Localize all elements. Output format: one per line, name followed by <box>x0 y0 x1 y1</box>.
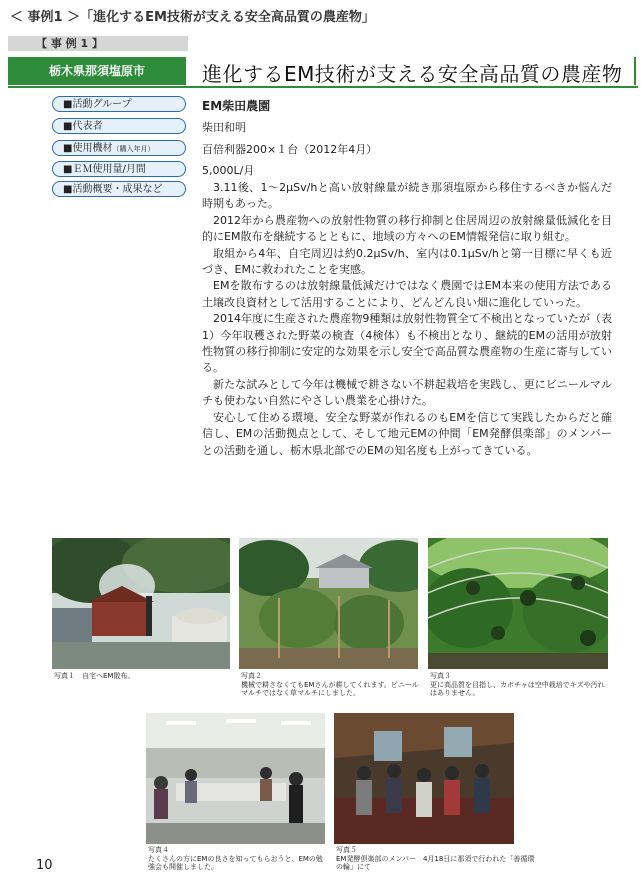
photo-1 <box>52 538 230 669</box>
photo-4-number: 写真４ <box>148 846 169 854</box>
paragraph: 2012年から農産物への放射性物質の移行抑制と住居周辺の放射線量低減化を目的にEM散布を継続するとともに、地域の方々へのEM情報発信に取り組む。 <box>202 213 612 244</box>
photo-3 <box>428 538 608 669</box>
paragraph: EMを散布するのは放射線量低減だけではなく農園ではEM本来の使用方法である土壌改良資材として活用することにより、どんどん良い畑に進化していった。 <box>202 279 612 309</box>
photo-3-text: 更に高品質を目指し、カボチャは空中栽培でキズや汚れはありません。 <box>430 680 605 697</box>
region-label: 栃木県那須塩原市 <box>8 57 186 85</box>
page-number: 10 <box>36 858 53 873</box>
main-title: 進化するEM技術が支える安全高品質の農産物 <box>202 62 623 86</box>
photo-4-text: たくさんの方にEMの良さを知ってもらおうと、EMの勉強会も開催しました。 <box>148 854 323 871</box>
paragraph: 3.11後、1～2μSv/hと高い放射線量が続き那須塩原から移住するべきか悩んだ時期もあった。 <box>202 181 612 211</box>
value-representative: 柴田和明 <box>202 121 246 134</box>
paragraph: 取組から4年、自宅周辺は約0.2μSv/h、室内は0.1μSv/hと第一目標に早くも近づき、EMに救われたことを実感。 <box>202 246 612 277</box>
paragraph: 2014年度に生産された農産物9種類は放射性物質全て不検出となっていたが（表1）今年収穫された野菜の検査（4検体）も不検出となり、継続的EMの活用が放射性物質の移行抑制に安定的な効果を示し安全で高品質な農産物の生産に寄与している。 <box>202 312 612 375</box>
value-em-usage: 5,000L/月 <box>202 164 255 177</box>
photo-2-text: 機械で耕さなくてもEMさんが耕してくれます。ビニールマルチではなく草マルチにしました。 <box>241 680 419 697</box>
case-label: 【 事 例 1 】 <box>8 36 188 51</box>
paragraph: 新たな試みとして今年は機械で耕さない不耕起栽培を実践し、更にビニールマルチも使わない自然にやさしい農業を心掛けた。 <box>202 377 612 408</box>
photo-1-caption <box>54 672 230 681</box>
label-equipment: ■使用機材（購入年月） <box>52 140 186 156</box>
photo-2-number: 写真２ <box>241 672 262 680</box>
label-representative: ■代表者 <box>52 118 186 134</box>
value-activity-group: EM柴田農園 <box>202 99 271 113</box>
photo-1-number: 写真１ <box>54 672 75 680</box>
photo-3-caption <box>430 672 610 698</box>
photo-2 <box>239 538 418 669</box>
photo-2-caption <box>241 672 421 698</box>
photo-5-caption <box>336 846 536 872</box>
label-summary: ■活動概要・成果など <box>52 181 186 197</box>
title-right-marker <box>634 57 636 85</box>
photo-4-caption <box>148 846 328 872</box>
label-em-usage: ■ＥＭ使用量/月間 <box>52 161 186 177</box>
label-activity-group: ■活動グループ <box>52 96 186 112</box>
photo-5 <box>334 713 514 844</box>
photo-1-text: 自宅へEM散布。 <box>82 672 135 680</box>
paragraph: 安心して住める環境、安全な野菜が作れるのもEMを信じて実践したからだと確信し、EMの活動拠点として、そして地元EMの仲間「EM発酵倶楽部」のメンバーとの活動を通し、栃木県北部でのEMの知名度も上がってきている。 <box>202 410 612 457</box>
photo-4 <box>146 713 325 844</box>
title-underline <box>8 86 638 88</box>
page-header-title: ＜ 事例1 ＞「進化するEM技術が支える安全高品質の農産物」 <box>10 10 375 25</box>
summary-body <box>202 180 612 459</box>
photo-5-text: EM発酵倶楽部のメンバー 4月18日に那須で行われた「善循環の輪」にて <box>336 854 535 871</box>
photo-3-number: 写真３ <box>430 672 451 680</box>
label-equipment-note: （購入年月） <box>112 145 155 153</box>
value-equipment: 百倍利器200×１台（2012年4月） <box>202 143 378 156</box>
photo-5-number: 写真５ <box>336 846 357 854</box>
